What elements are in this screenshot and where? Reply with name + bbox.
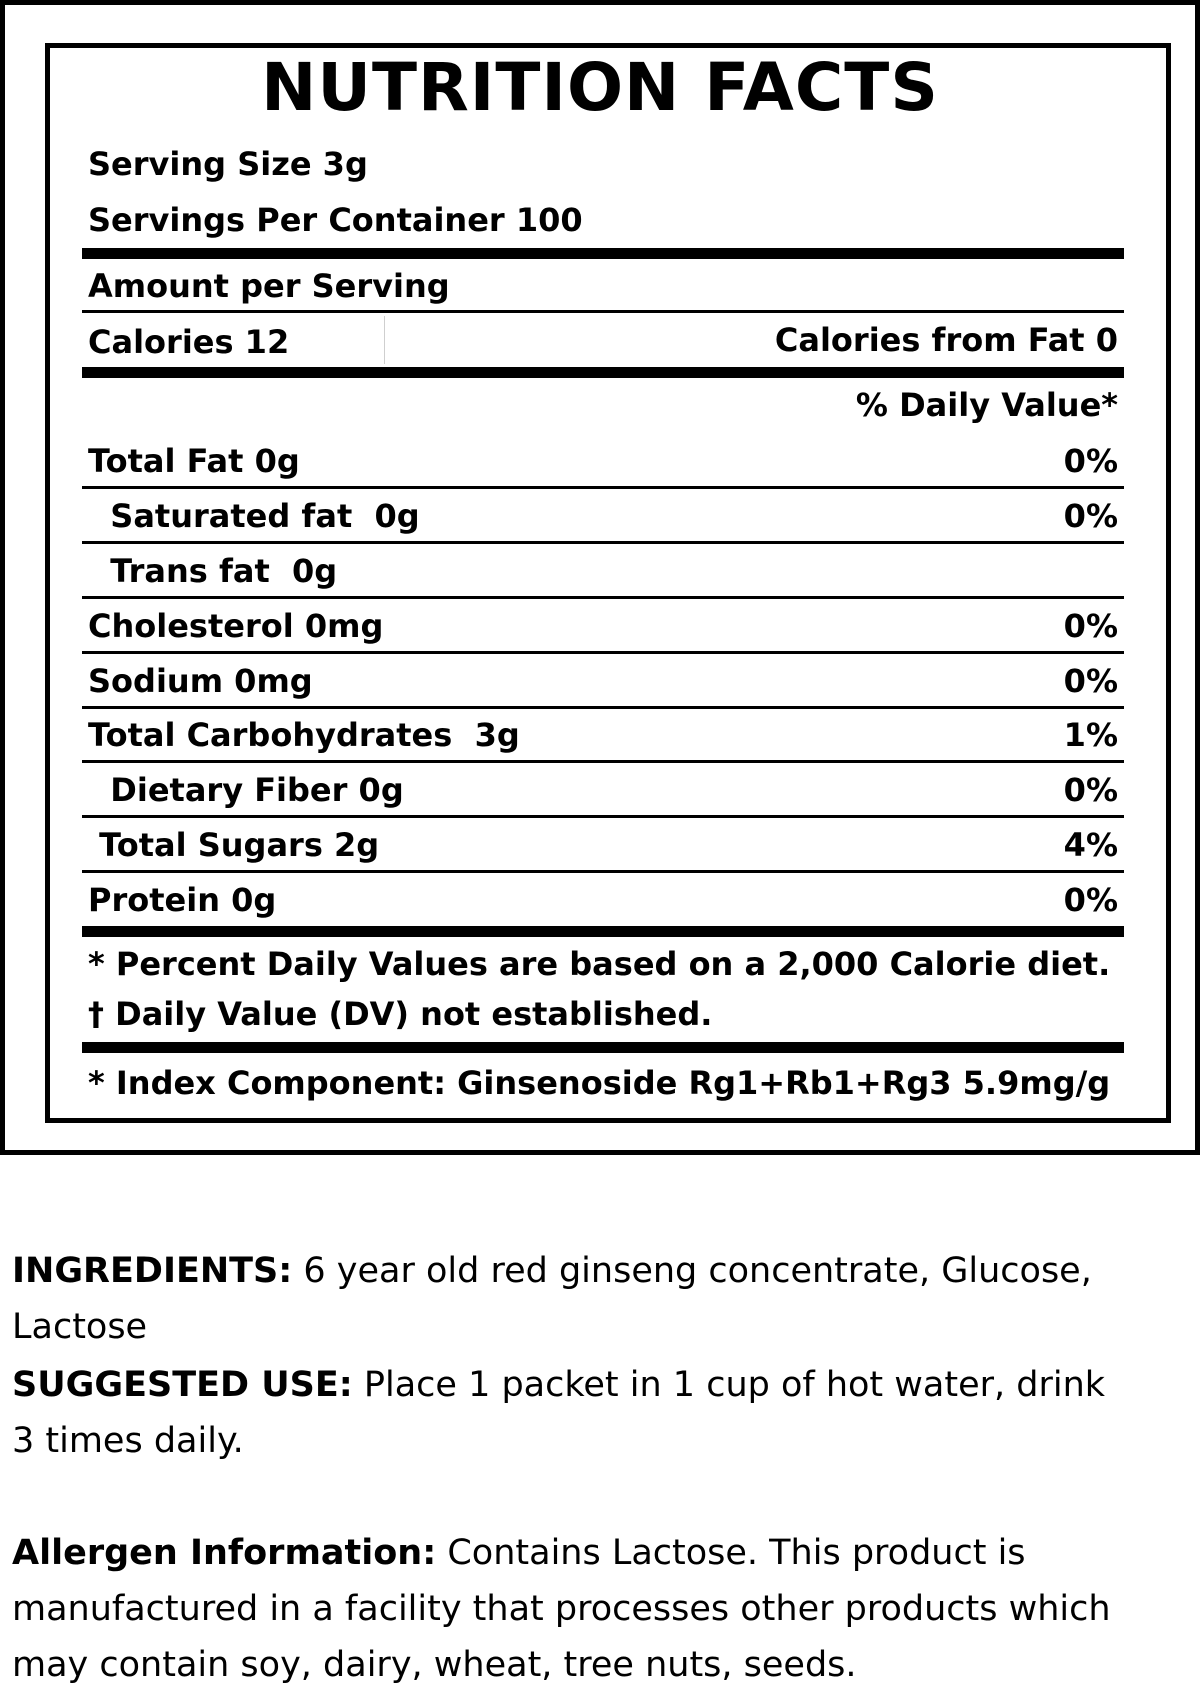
nutrient-dv-protein: 0%: [1063, 881, 1118, 919]
calories: Calories 12: [88, 323, 290, 361]
serving-size: Serving Size 3g: [88, 145, 368, 183]
nutrient-dv-saturated-fat: 0%: [1063, 497, 1118, 535]
servings-per-container: Servings Per Container 100: [88, 201, 583, 239]
divider: [82, 596, 1124, 599]
footnote-percent-daily-values: * Percent Daily Values are based on a 2,000 Calorie diet.: [88, 945, 1111, 983]
index-component: * Index Component: Ginsenoside Rg1+Rb1+Rg3 5.9mg/g: [88, 1064, 1111, 1102]
divider: [82, 706, 1124, 709]
ingredients-paragraph: [12, 1243, 1192, 1355]
nutrient-dv-dietary-fiber: 0%: [1063, 771, 1118, 809]
nutrient-name-dietary-fiber: Dietary Fiber 0g: [88, 771, 404, 809]
suggested-use-paragraph: [12, 1357, 1112, 1469]
divider: [82, 651, 1124, 654]
allergen-text: Contains Lactose. This product is manufactured in a facility that processes other products which may contain soy, dairy, wheat, tree nuts, seeds.: [12, 1533, 1111, 1685]
nutrient-name-total-sugars: Total Sugars 2g: [88, 826, 380, 864]
nutrient-name-trans-fat: Trans fat 0g: [88, 552, 338, 590]
amount-per-serving: Amount per Serving: [88, 267, 450, 305]
nutrient-name-total-carbohydrates: Total Carbohydrates 3g: [88, 716, 520, 754]
divider-thick-nutrients: [82, 926, 1124, 937]
suggested-use-text: Place 1 packet in 1 cup of hot water, drink 3 times daily.: [12, 1365, 1106, 1461]
nutrient-dv-sodium: 0%: [1063, 662, 1118, 700]
allergen-paragraph: [12, 1525, 1192, 1693]
calories-separator: [384, 316, 385, 364]
nutrient-dv-total-fat: 0%: [1063, 442, 1118, 480]
divider: [82, 486, 1124, 489]
nutrient-dv-total-carbohydrates: 1%: [1063, 716, 1118, 754]
divider: [82, 815, 1124, 818]
suggested-use-label: SUGGESTED USE:: [12, 1365, 353, 1405]
divider-thick-calories: [82, 367, 1124, 378]
nutrient-dv-total-sugars: 4%: [1063, 826, 1118, 864]
footnote-dv-not-established: † Daily Value (DV) not established.: [88, 995, 713, 1033]
divider: [82, 760, 1124, 763]
divider: [82, 870, 1124, 873]
divider: [82, 310, 1124, 313]
divider: [82, 541, 1124, 544]
nutrient-name-saturated-fat: Saturated fat 0g: [88, 497, 420, 535]
nutrition-facts-title: NUTRITION FACTS: [261, 49, 939, 126]
nutrient-dv-cholesterol: 0%: [1063, 607, 1118, 645]
divider-thick-footnotes: [82, 1042, 1124, 1053]
nutrient-name-total-fat: Total Fat 0g: [88, 442, 300, 480]
nutrient-name-cholesterol: Cholesterol 0mg: [88, 607, 384, 645]
ingredients-label: INGREDIENTS:: [12, 1251, 293, 1291]
ingredients-text: 6 year old red ginseng concentrate, Glucose, Lactose: [12, 1251, 1092, 1347]
divider-thick-top: [82, 248, 1124, 259]
nutrient-name-protein: Protein 0g: [88, 881, 277, 919]
calories-from-fat: Calories from Fat 0: [774, 321, 1118, 359]
nutrient-name-sodium: Sodium 0mg: [88, 662, 313, 700]
allergen-label: Allergen Information:: [12, 1533, 437, 1573]
daily-value-header: % Daily Value*: [855, 386, 1118, 424]
